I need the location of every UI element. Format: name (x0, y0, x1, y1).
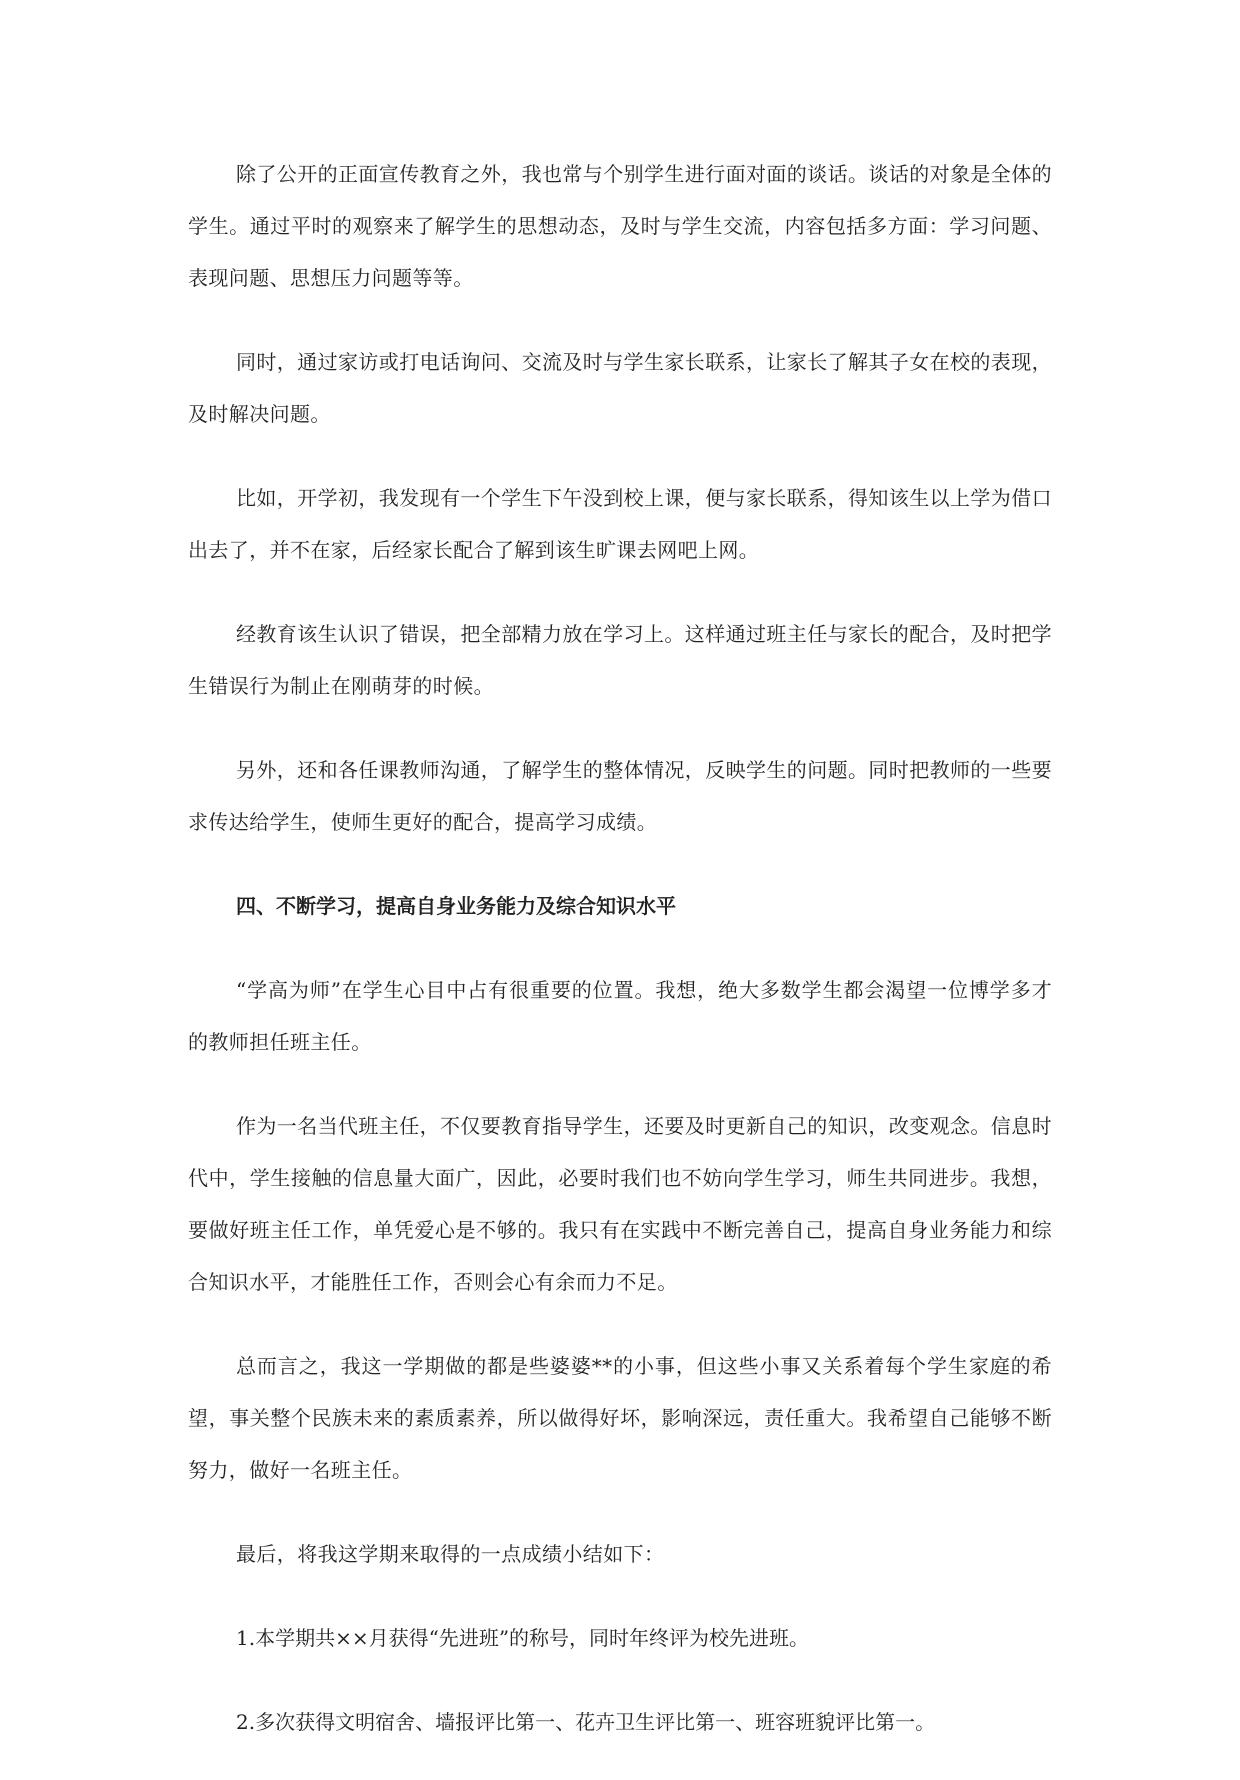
paragraph: “学高为师”在学生心目中占有很重要的位置。我想，绝大多数学生都会渴望一位博学多才的教师担任班主任。 (188, 978, 1052, 1054)
document-body (188, 148, 1052, 1780)
section-heading: 四、不断学习，提高自身业务能力及综合知识水平 (236, 894, 676, 918)
paragraph: 同时，通过家访或打电话询问、交流及时与学生家长联系，让家长了解其子女在校的表现，及时解决问题。 (188, 350, 1052, 426)
paragraph: 经教育该生认识了错误，把全部精力放在学习上。这样通过班主任与家长的配合，及时把学生错误行为制止在刚萌芽的时候。 (188, 622, 1052, 698)
paragraph: 另外，还和各任课教师沟通，了解学生的整体情况，反映学生的问题。同时把教师的一些要求传达给学生，使师生更好的配合，提高学习成绩。 (188, 758, 1052, 834)
paragraph: 作为一名当代班主任，不仅要教育指导学生，还要及时更新自己的知识，改变观念。信息时代中，学生接触的信息量大面广，因此，必要时我们也不妨向学生学习，师生共同进步。我想，要做好班主任工作，单凭爱心是不够的。我只有在实践中不断完善自己，提高自身业务能力和综合知识水平，才能胜任工作，否则会心有余而力不足。 (188, 1114, 1052, 1294)
list-item: 1.本学期共××月获得“先进班”的称号，同时年终评为校先进班。 (236, 1626, 810, 1650)
paragraph: 最后，将我这学期来取得的一点成绩小结如下： (236, 1542, 665, 1566)
list-item: 2.多次获得文明宿舍、墙报评比第一、花卉卫生评比第一、班容班貌评比第一。 (236, 1710, 936, 1734)
paragraph: 除了公开的正面宣传教育之外，我也常与个别学生进行面对面的谈话。谈话的对象是全体的学生。通过平时的观察来了解学生的思想动态，及时与学生交流，内容包括多方面：学习问题、表现问题、思想压力问题等等。 (188, 162, 1052, 290)
paragraph: 总而言之，我这一学期做的都是些婆婆**的小事，但这些小事又关系着每个学生家庭的希望，事关整个民族未来的素质素养，所以做得好坏，影响深远，责任重大。我希望自己能够不断努力，做好一名班主任。 (188, 1354, 1052, 1482)
paragraph: 比如，开学初，我发现有一个学生下午没到校上课，便与家长联系，得知该生以上学为借口出去了，并不在家，后经家长配合了解到该生旷课去网吧上网。 (188, 486, 1052, 562)
